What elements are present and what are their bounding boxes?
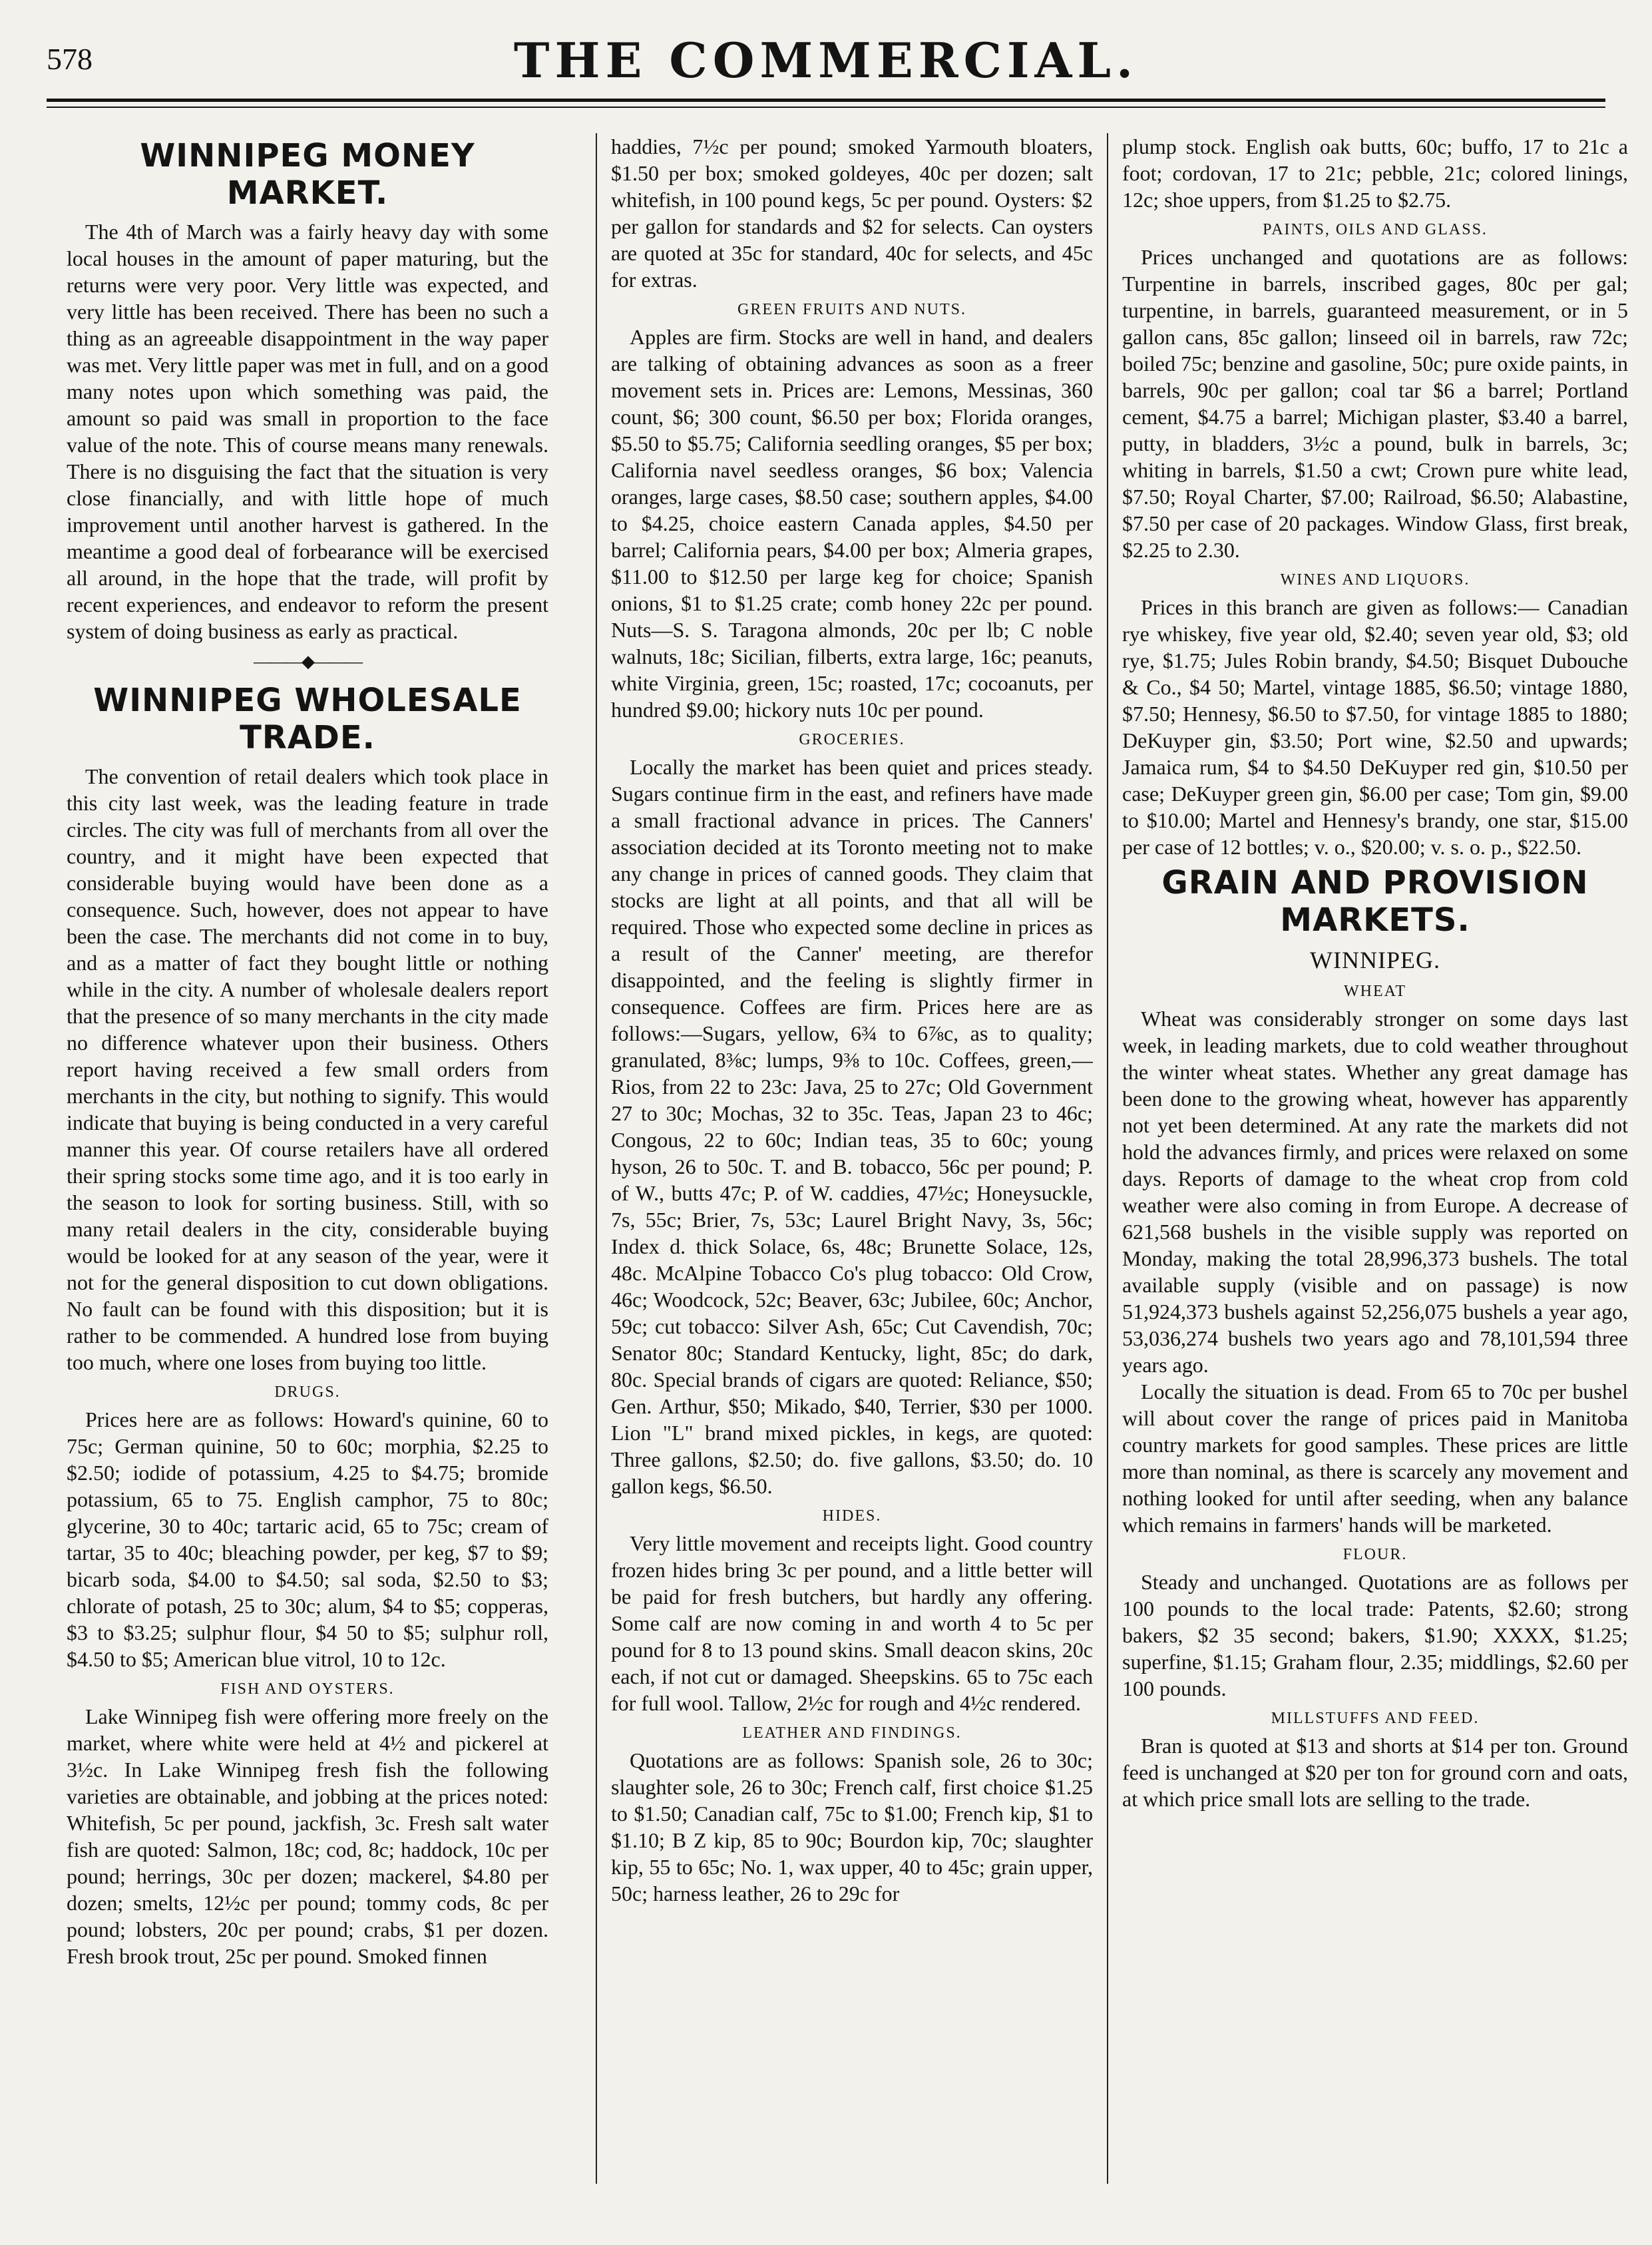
article-paragraph: Apples are firm. Stocks are well in hand, and dealers are talking of obtaining advances as soon as a freer movement sets in. Prices are: Lemons, Messinas, 360 count, $6; 300 count, $6.50 per box; Florida oranges, $5.50 to $5.75; California seedling oranges, $5 per box; California navel seedless oranges, $6 box; Valencia oranges, large cases, $8.50 case; southern apples, $4.00 to $4.25, choice eastern Canada apples, $4.50 per barrel; California pears, $4.00 per box; Almeria grapes, $11.00 to $12.50 per large keg for choice; Spanish onions, $1 to $1.25 crate; comb honey 22c per pound. Nuts—S. S. Taragona almonds, 20c per lb; C noble walnuts, 18c; Sicilian, filberts, extra large, 16c; peanuts, white Virginia, green, 15c; roasted, 17c; cocoanuts, per hundred $9.00; hickory nuts 10c per pound.	[611, 325, 1093, 722]
section-subheading: WINES AND LIQUORS.	[1280, 571, 1470, 589]
ornament-divider: ———◆———	[254, 652, 361, 671]
section-subheading: PAINTS, OILS AND GLASS.	[1263, 221, 1488, 238]
article-paragraph: Quotations are as follows: Spanish sole, 26 to 30c; slaughter sole, 26 to 30c; French calf, first choice $1.25 to $1.50; Canadian calf, 75c to $1.00; French kip, $1 to $1.10; B Z kip, 85 to 90c; Bourdon kip, 70c; slaughter kip, 55 to 65c; No. 1, wax upper, 40 to 45c; grain upper, 50c; harness leather, 26 to 29c for	[611, 1748, 1093, 1905]
column-1	[67, 133, 548, 2184]
article-paragraph: Wheat was considerably stronger on some days last week, in leading markets, due to cold weather throughout the winter wheat states. Whether any great damage has been done to the growing wheat, however has apparently not yet been determined. At any rate the markets did not hold the advances firmly, and prices were relaxed on some days. Reports of damage to the wheat crop from cold weather were also coming in from Europe. A decrease of 621,568 bushels in the visible supply was reported on Monday, making the total 28,996,373 bushels. The total available supply (visible and on passage) is now 51,924,373 bushels against 52,256,075 bushels a year ago, 53,036,274 bushels two years ago and 78,101,594 three years ago.	[1122, 1007, 1628, 1377]
masthead-rule	[47, 99, 1605, 102]
article-paragraph: Prices in this branch are given as follows:— Canadian rye whiskey, five year old, $2.40; seven year old, $3; old rye, $1.75; Jules Robin brandy, $4.50; Bisquet Dubouche & Co., $4 50; Martel, vintage 1885, $6.50; vintage 1880, $7.50; Hennesy, $6.50 to $7.50, for vintage 1885 to 1880; DeKuyper gin, $3.50; Port wine, $2.50 and upwards; Jamaica rum, $4 to $4.50 DeKuyper red gin, $10.50 per case; DeKuyper green gin, $6.00 per case; Tom gin, $9.00 to $10.00; Martel and Hennesy's brandy, one star, $15.00 per case of 12 bottles; v. o., $20.00; v. s. o. p., $22.50.	[1122, 595, 1628, 859]
article-heading: WINNIPEG MONEY MARKET.	[140, 137, 475, 212]
article-paragraph: Locally the market has been quiet and prices steady. Sugars continue firm in the east, and refiners have made a small fractional advance in prices. The Canners' association decided at its Toronto meeting not to make any change in prices of canned goods. They claim that stocks are light at all points, and that all will be required. Those who expected some decline in prices as a result of the Canner' meeting, are therefor disappointed, and the feeling is slightly firmer in consequence. Coffees are firm. Prices here are as follows:—Sugars, yellow, 6¾ to 6⅞c, as to quality; granulated, 8⅜c; lumps, 9⅜ to 10c. Coffees, green,—Rios, from 22 to 23c: Java, 25 to 27c; Old Government 27 to 30c; Mochas, 32 to 35c. Teas, Japan 23 to 46c; Congous, 22 to 60c; Indian teas, 35 to 60c; young hyson, 26 to 50c. T. and B. tobacco, 56c per pound; P. of W., butts 47c; P. of W. caddies, 47½c; Honeysuckle, 7s, 55c; Brier, 7s, 53c; Laurel Bright Navy, 3s, 56c; Index d. thick Solace, 6s, 48c; Brunette Solace, 12s, 48c. McAlpine Tobacco Co's plug tobacco: Old Crow, 46c; Woodcock, 52c; Beaver, 63c; Jubilee, 60c; Anchor, 59c; cut tobacco: Silver Ash, 65c; Cut Cavendish, 70c; Senator 80c; Standard Kentucky, light, 85c; do dark, 80c. Special brands of cigars are quoted: Reliance, $50; Gen. Arthur, $50; Mikado, $40, Terrier, $30 per 1000. Lion "L" brand mixed pickles, in kegs, are quoted: Three gallons, $2.50; do. five gallons, $3.50; do. 10 gallon kegs, $6.50.	[611, 755, 1093, 1498]
article-paragraph: haddies, 7½c per pound; smoked Yarmouth bloaters, $1.50 per box; smoked goldeyes, 40c per dozen; salt whitefish, in 100 pound kegs, 5c per pound. Oysters: $2 per gallon for standards and $2 for selects. Can oysters are quoted at 35c for standard, 40c for selects, and 45c for extras.	[611, 134, 1093, 292]
section-subheading: HIDES.	[822, 1507, 882, 1525]
article-paragraph: Very little movement and receipts light. Good country frozen hides bring 3c per pound, and a little better will be paid for fresh butchers, but hardly any offering. Some calf are now coming in and worth 4 to 5c per pound for 8 to 13 pound skins. Small deacon skins, 20c each, if not cut or damaged. Sheepskins. 65 to 75c each for full wool. Tallow, 2½c for rough and 4½c rendered.	[611, 1531, 1093, 1715]
masthead-rule-thin	[47, 107, 1605, 108]
article-paragraph: Locally the situation is dead. From 65 to 70c per bushel will about cover the range of prices paid in Manitoba country markets for good samples. These prices are little more than nominal, as there is scarcely any movement and nothing looked for until after seeding, when any balance which remains in farmers' hands will be marketed.	[1122, 1379, 1628, 1537]
section-subheading: GROCERIES.	[799, 731, 905, 748]
column-2	[611, 133, 1093, 2184]
column-divider	[1107, 133, 1108, 2184]
article-paragraph: The 4th of March was a fairly heavy day with some local houses in the amount of paper maturing, but the returns were very poor. Very little was expected, and very little has been received. There has been no such a thing as an agreeable disappointment in the way paper was met. Very little paper was met in full, and on a good many notes upon which something was paid, the amount so paid was small in proportion to the face value of the note. This of course means many renewals. There is no disguising the fact that the situation is very close financially, and with little hope of much improvement until another harvest is gathered. In the meantime a good deal of forbearance will be exercised all around, in the hope that the trade, will profit by recent experiences, and endeavor to reform the present system of doing business as early as practical.	[67, 220, 548, 643]
section-subheading: GREEN FRUITS AND NUTS.	[737, 301, 967, 318]
section-subheading: LEATHER AND FINDINGS.	[742, 1724, 962, 1742]
article-paragraph: Steady and unchanged. Quotations are as follows per 100 pounds to the local trade: Patents, $2.60; strong bakers, $2 35 second; bakers, $1.90; XXXX, $1.25; superfine, $1.15; Graham flour, 2.35; middlings, $2.60 per 100 pounds.	[1122, 1570, 1628, 1700]
section-subheading: FISH AND OYSTERS.	[220, 1680, 395, 1698]
section-subheading: WHEAT	[1344, 983, 1406, 1000]
article-paragraph: Prices here are as follows: Howard's quinine, 60 to 75c; German quinine, 50 to 60c; morphia, $2.25 to $2.50; iodide of potassium, 4.25 to $4.75; bromide potassium, 65 to 75. English camphor, 75 to 80c; glycerine, 30 to 40c; tartaric acid, 65 to 75c; cream of tartar, 35 to 40c; bleaching powder, per keg, $7 to $9; bicarb soda, $4.00 to $4.50; sal soda, $2.50 to $3; chlorate of potash, 25 to 30c; alum, $4 to $5; copperas, $3 to $3.25; sulphur flour, $4 50 to $5; sulphur roll, $4.50 to $5; American blue vitrol, 10 to 12c.	[67, 1407, 548, 1671]
article-paragraph: Prices unchanged and quotations are as follows: Turpentine in barrels, inscribed gages, 80c per gal; turpentine, in barrels, guaranteed measurement, or in 5 gallon cans, 85c gallon; linseed oil in barrels, raw 72c; boiled 75c; benzine and gasoline, 50c; pure oxide paints, in barrels, 90c per gallon; coal tar $6 a barrel; Portland cement, $4.75 a barrel; Michigan plaster, $3.40 a barrel, putty, in bladders, 3½c a pound, bulk in barrels, 3c; whiting in barrels, $1.50 a cwt; Crown pure white lead, $7.50; Royal Charter, $7.00; Railroad, $6.50; Alabastine, $7.50 per case of 20 packages. Window Glass, first break, $2.25 to 2.30.	[1122, 245, 1628, 562]
section-subheading: DRUGS.	[274, 1383, 341, 1401]
page-number: 578	[47, 42, 93, 76]
column-3	[1122, 133, 1628, 2184]
masthead-title: THE COMMERCIAL.	[513, 32, 1139, 89]
masthead	[47, 27, 1605, 120]
article-paragraph: The convention of retail dealers which took place in this city last week, was the leading feature in trade circles. The city was full of merchants from all over the country, and it might have been expected that considerable buying would have been done as a consequence. Such, however, does not appear to have been the case. The merchants did not come in to buy, and as a matter of fact they bought little or nothing while in the city. A number of wholesale dealers report that the presence of so many merchants in the city made no difference whatever upon their business. Others report having received a few small orders from merchants in the city, but nothing to signify. This would indicate that buying is being conducted in a very careful manner this year. Of course retailers have all ordered their spring stocks some time ago, and it is too early in the season to look for sorting business. Still, with so many retail dealers in the city, considerable buying would be looked for at any season of the year, were it not for the general disposition to cut down obligations. No fault can be found with this disposition; but it is rather to be commended. A hundred lose from buying too much, where one loses from buying too little.	[67, 764, 548, 1374]
article-heading: WINNIPEG WHOLESALE TRADE.	[93, 682, 522, 756]
article-paragraph: Lake Winnipeg fish were offering more freely on the market, where white were held at 4½ and pickerel at 3½c. In Lake Winnipeg fresh fish the following varieties are obtainable, and jobbing at the prices noted: Whitefish, 5c per pound, jackfish, 3c. Fresh salt water fish are quoted: Salmon, 18c; cod, 8c; haddock, 10c per pound; herrings, 30c per dozen; mackerel, $4.80 per dozen; smelts, 12½c per pound; tommy cods, 8c per pound; lobsters, 20c per pound; crabs, $1 per dozen. Fresh brook trout, 25c per pound. Smoked finnen	[67, 1704, 548, 1968]
article-paragraph: Bran is quoted at $13 and shorts at $14 per ton. Ground feed is unchanged at $20 per ton for ground corn and oats, at which price small lots are selling to the trade.	[1122, 1734, 1628, 1811]
section-subheading: FLOUR.	[1342, 1546, 1408, 1563]
city-heading: WINNIPEG.	[1310, 947, 1440, 973]
column-divider	[596, 133, 597, 2184]
article-paragraph: plump stock. English oak butts, 60c; buffo, 17 to 21c a foot; cordovan, 17 to 21c; pebble, 21c; colored linings, 12c; shoe uppers, from $1.25 to $2.75.	[1122, 134, 1628, 212]
article-heading: GRAIN AND PROVISION MARKETS.	[1161, 864, 1589, 939]
section-subheading: MILLSTUFFS AND FEED.	[1271, 1710, 1480, 1727]
